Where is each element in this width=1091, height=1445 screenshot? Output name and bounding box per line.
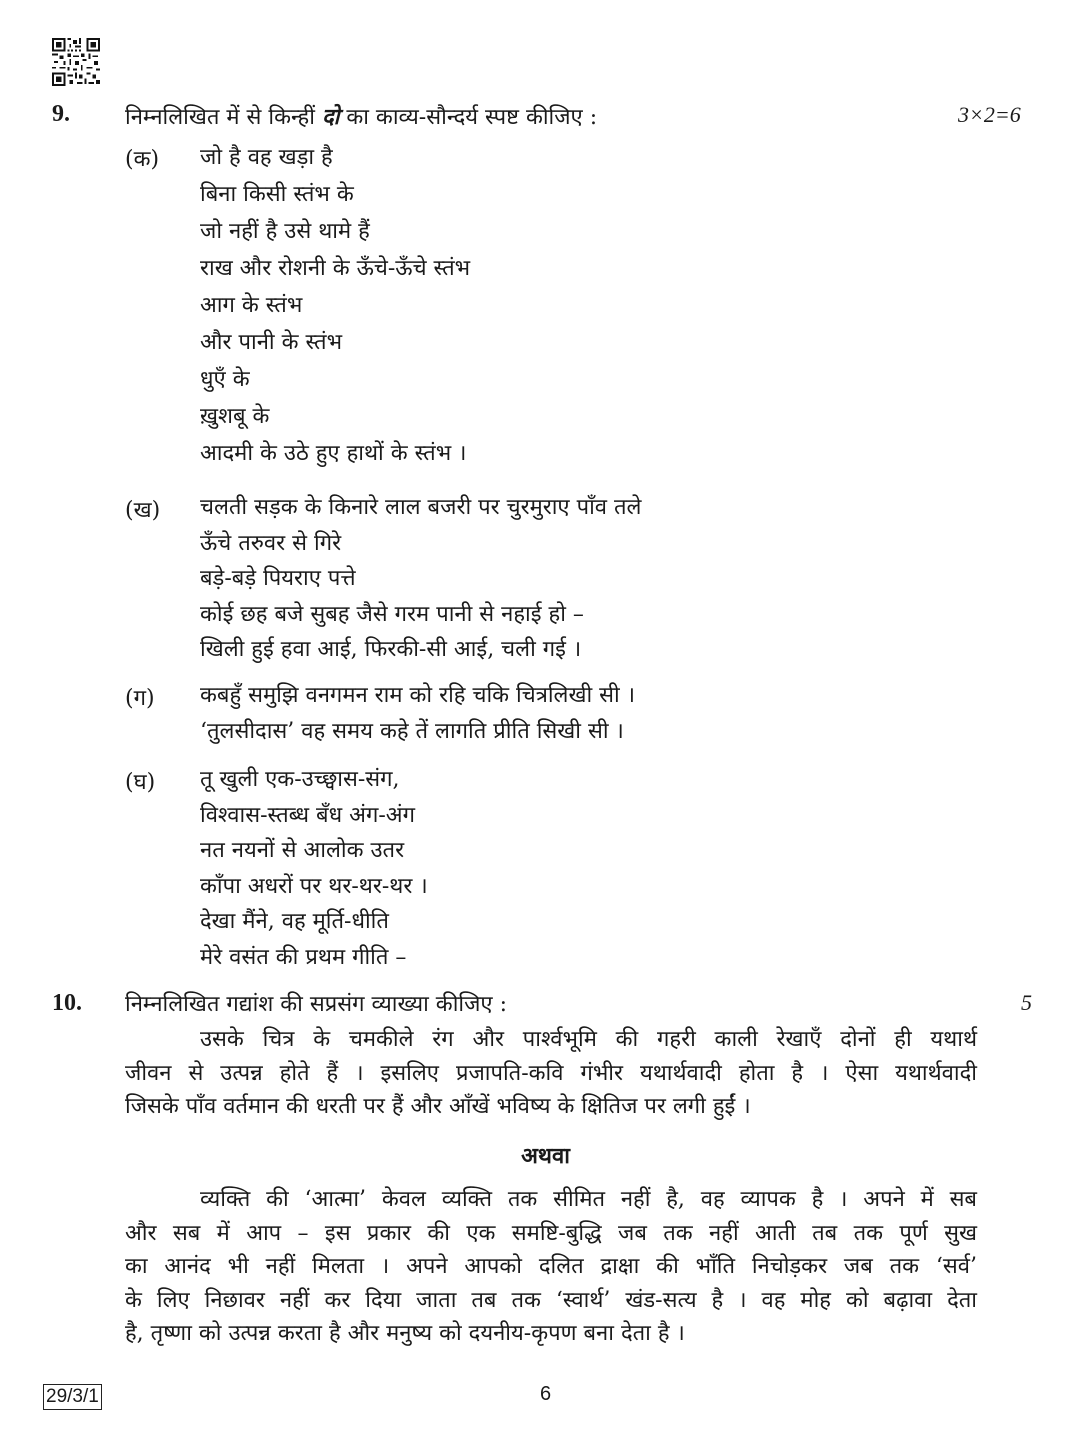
poem-line: जो है वह खड़ा है [200,145,333,170]
question-marks: 3×2=6 [958,102,1021,127]
instruction-text: निम्नलिखित में से किन्हीं [125,105,315,130]
passage-line: के लिए निछावर नहीं कर दिया जाता तब तक ‘स्वार्थ’ खंड-सत्य है । वह मोह को बढ़ावा देता [125,1287,977,1313]
poem-line: राख और रोशनी के ऊँचे-ऊँचे स्तंभ [200,256,471,281]
poem-line: मेरे वसंत की प्रथम गीति – [200,944,407,970]
passage-line: और सब में आप – इस प्रकार की एक समष्टि-बुद्धि जब तक नहीं आती तब तक पूर्ण सुख [125,1220,977,1246]
question-instruction [125,101,597,131]
poem-stanza [200,490,641,668]
passage-line: जीवन से उत्पन्न होते हैं । इसलिए प्रजापति-कवि गंभीर यथार्थवादी होता है । ऐसा यथार्थवादी [125,1060,977,1086]
poem-line: ऊँचे तरुवर से गिरे [200,530,342,556]
poem-line: ख़ुशबू के [200,404,270,429]
poem-line: नत नयनों से आलोक उतर [200,838,405,863]
or-separator: अथवा [521,1143,570,1169]
poem-line: कबहुँ समुझि वनगमन राम को रहि चकि चित्रलिखी सी । [200,683,636,708]
paper-code: 29/3/1 [43,1384,102,1410]
poem-line: काँपा अधरों पर थर-थर-थर । [200,873,428,899]
poem-line: धुएँ के [200,367,250,392]
poem-stanza [200,678,635,749]
option-label: (ग) [125,686,155,711]
poem-line: विश्वास-स्तब्ध बँध अंग-अंग [200,802,415,828]
question-instruction: निम्नलिखित गद्यांश की सप्रसंग व्याख्या कीजिए : [125,992,507,1017]
poem-line: आदमी के उठे हुए हाथों के स्तंभ । [200,441,467,466]
passage-line: है, तृष्णा को उत्पन्न करता है और मनुष्य को दयनीय-कृपण बना देता है । [125,1321,685,1346]
poem-stanza [200,762,428,975]
qr-code-icon [52,38,100,86]
question-number: 9. [52,101,70,127]
passage [125,1023,977,1124]
poem-stanza [200,139,470,472]
poem-line: चलती सड़क के किनारे लाल बजरी पर चुरमुराए पाँव तले [200,495,642,520]
option-label: (ख) [125,498,161,523]
poem-line: बड़े-बड़े पियराए पत्ते [200,566,356,591]
page-number: 6 [539,1383,552,1405]
poem-line: आग के स्तंभ [200,293,303,318]
poem-line: तू खुली एक-उच्छ्वास-संग, [200,767,400,792]
option-label: (क) [125,147,160,172]
poem-line: बिना किसी स्तंभ के [200,182,354,207]
question-number: 10. [52,990,82,1016]
option-label: (घ) [125,770,156,795]
poem-line: कोई छह बजे सुबह जैसे गरम पानी से नहाई हो – [200,601,584,627]
passage [125,1183,977,1351]
question-marks: 5 [1021,990,1032,1015]
instruction-emphasis: दो [321,104,340,130]
passage-line: जिसके पाँव वर्तमान की धरती पर हैं और आँखें भविष्य के क्षितिज पर लगी हुईं । [125,1094,751,1119]
passage-line: व्यक्ति की ‘आत्मा’ केवल व्यक्ति तक सीमित नहीं है, वह व्यापक है । अपने में सब [200,1187,977,1212]
poem-line: देखा मैंने, वह मूर्ति-धीति [200,909,389,934]
poem-line: ‘तुलसीदास’ वह समय कहे तें लागति प्रीति सिखी सी । [200,718,624,744]
poem-line: जो नहीं है उसे थामे हैं [200,219,370,244]
poem-line: और पानी के स्तंभ [200,330,343,355]
passage-line: का आनंद भी नहीं मिलता । अपने आपको दलित द्राक्षा की भाँति निचोड़कर जब तक ‘सर्व’ [125,1254,977,1279]
passage-line: उसके चित्र के चमकीले रंग और पार्श्वभूमि की गहरी काली रेखाएँ दोनों ही यथार्थ [200,1027,977,1052]
poem-line: खिली हुई हवा आई, फिरकी-सी आई, चली गई । [200,637,582,662]
instruction-text: का काव्य-सौन्दर्य स्पष्ट कीजिए : [346,105,598,130]
